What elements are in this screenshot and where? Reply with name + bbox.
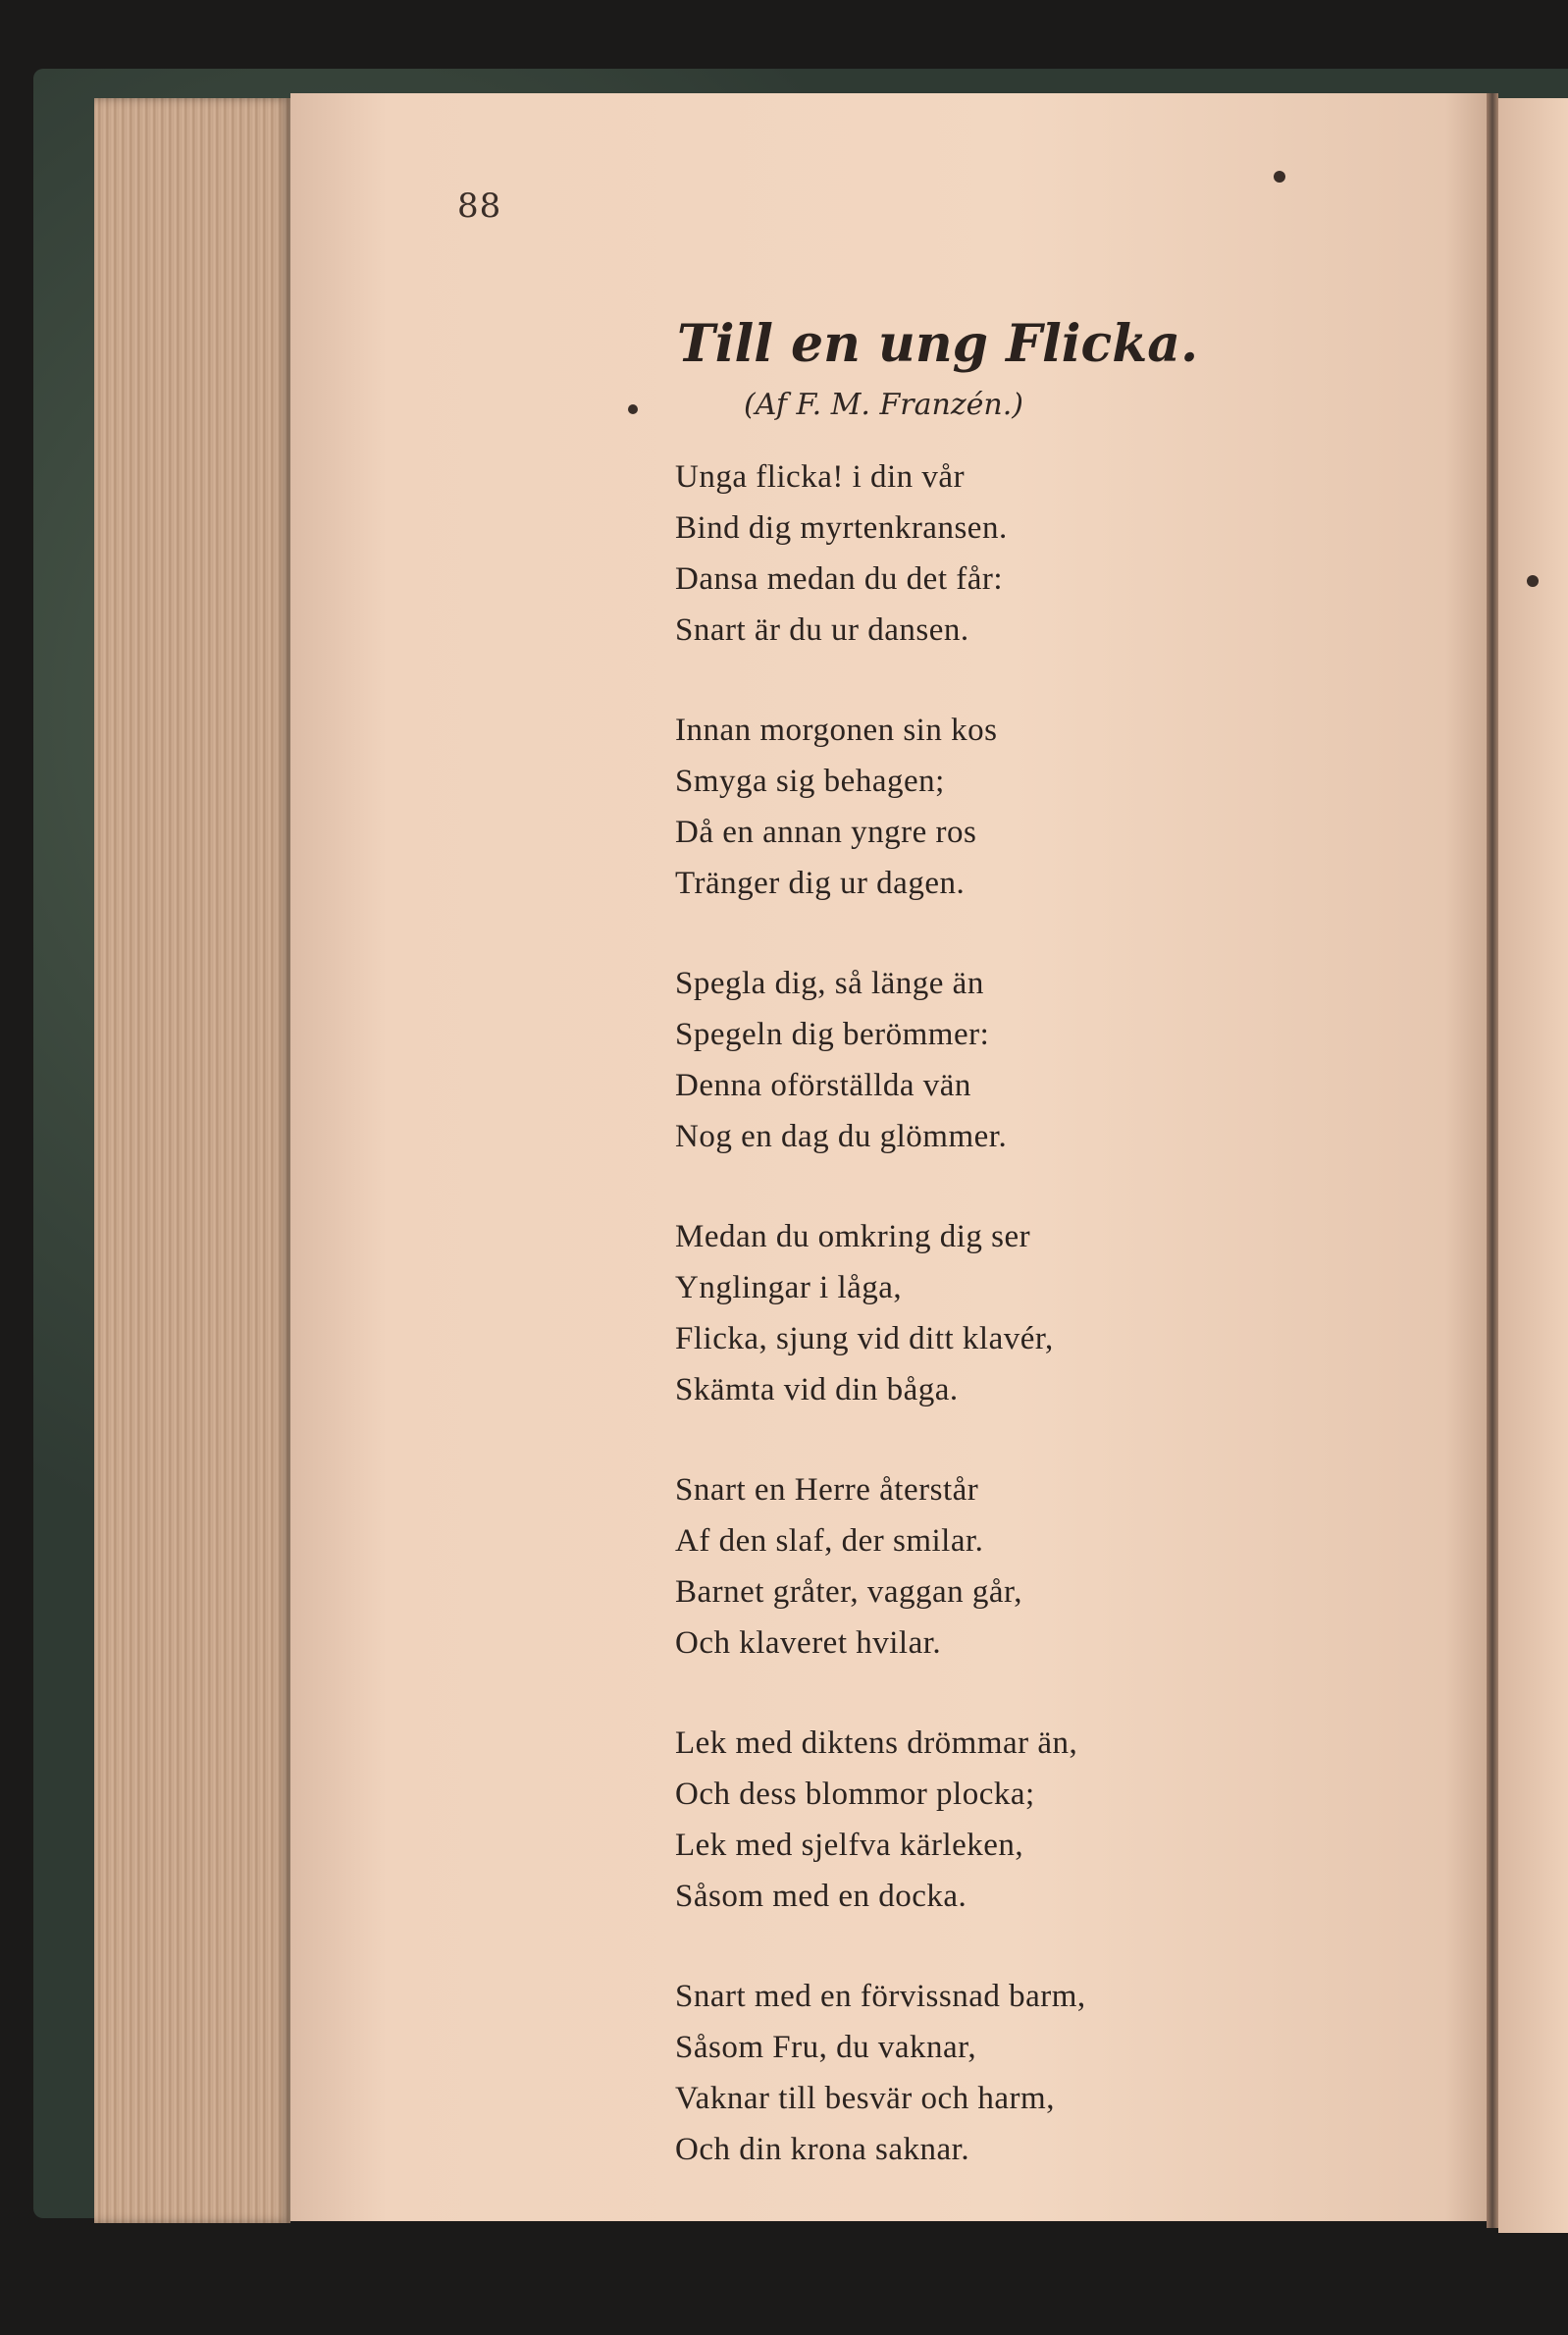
poem-line: Nog en dag du glömmer. — [675, 1119, 1008, 1154]
poem-line: Smyga sig behagen; — [675, 764, 945, 799]
page-edges — [94, 98, 290, 2223]
poem-line: Snart en Herre återstår — [675, 1472, 979, 1508]
poem-line: Då en annan yngre ros — [675, 815, 977, 850]
book-gutter — [1487, 93, 1498, 2228]
poem-line: Dansa medan du det får: — [675, 561, 1004, 597]
stanza — [675, 451, 1225, 656]
poem-line: Snart med en förvissnad barm, — [675, 1979, 1086, 2014]
poem-body — [675, 451, 1225, 2175]
poem-line: Barnet gråter, vaggan går, — [675, 1574, 1022, 1610]
poem-line: Af den slaf, der smilar. — [675, 1523, 984, 1559]
stanza — [675, 1718, 1225, 1922]
stanza — [675, 958, 1225, 1162]
poem-line: Vaknar till besvär och harm, — [675, 2081, 1055, 2116]
poem-line: Såsom Fru, du vaknar, — [675, 2030, 977, 2065]
poem-line: Lek med diktens drömmar än, — [675, 1725, 1078, 1761]
poem-line: Denna oförställda vän — [675, 1068, 971, 1103]
poem-line: Och klaveret hvilar. — [675, 1625, 942, 1661]
poem-line: Snart är du ur dansen. — [675, 612, 969, 648]
poem-line: Bind dig myrtenkransen. — [675, 510, 1008, 546]
ink-speck — [628, 404, 638, 414]
stanza — [675, 1464, 1225, 1669]
poem-line: Spegla dig, så länge än — [675, 966, 984, 1001]
poem-title: Till en ung Flicka. — [677, 314, 1199, 374]
stanza — [675, 705, 1225, 909]
stanza — [675, 1971, 1225, 2175]
poem-line: Skämta vid din båga. — [675, 1372, 959, 1407]
poem-line: Innan morgonen sin kos — [675, 713, 998, 748]
poem-line: Flicka, sjung vid ditt klavér, — [675, 1321, 1054, 1356]
poem-line: Spegeln dig berömmer: — [675, 1017, 990, 1052]
poem-line: Och din krona saknar. — [675, 2132, 970, 2167]
ink-speck — [1527, 575, 1539, 587]
facing-page-edge — [1498, 98, 1568, 2233]
poem-line: Ynglingar i låga, — [675, 1270, 903, 1305]
poem-line: Och dess blommor plocka; — [675, 1777, 1035, 1812]
poem-line: Lek med sjelfva kärleken, — [675, 1828, 1024, 1863]
poem-line: Såsom med en docka. — [675, 1879, 967, 1914]
poem-line: Tränger dig ur dagen. — [675, 866, 966, 901]
poem-line: Medan du omkring dig ser — [675, 1219, 1031, 1254]
poem-author: (Af F. M. Franzén.) — [744, 388, 1023, 422]
ink-speck — [1274, 171, 1285, 183]
poem-line: Unga flicka! i din vår — [675, 459, 966, 495]
stanza — [675, 1211, 1225, 1415]
page-number: 88 — [457, 186, 502, 226]
